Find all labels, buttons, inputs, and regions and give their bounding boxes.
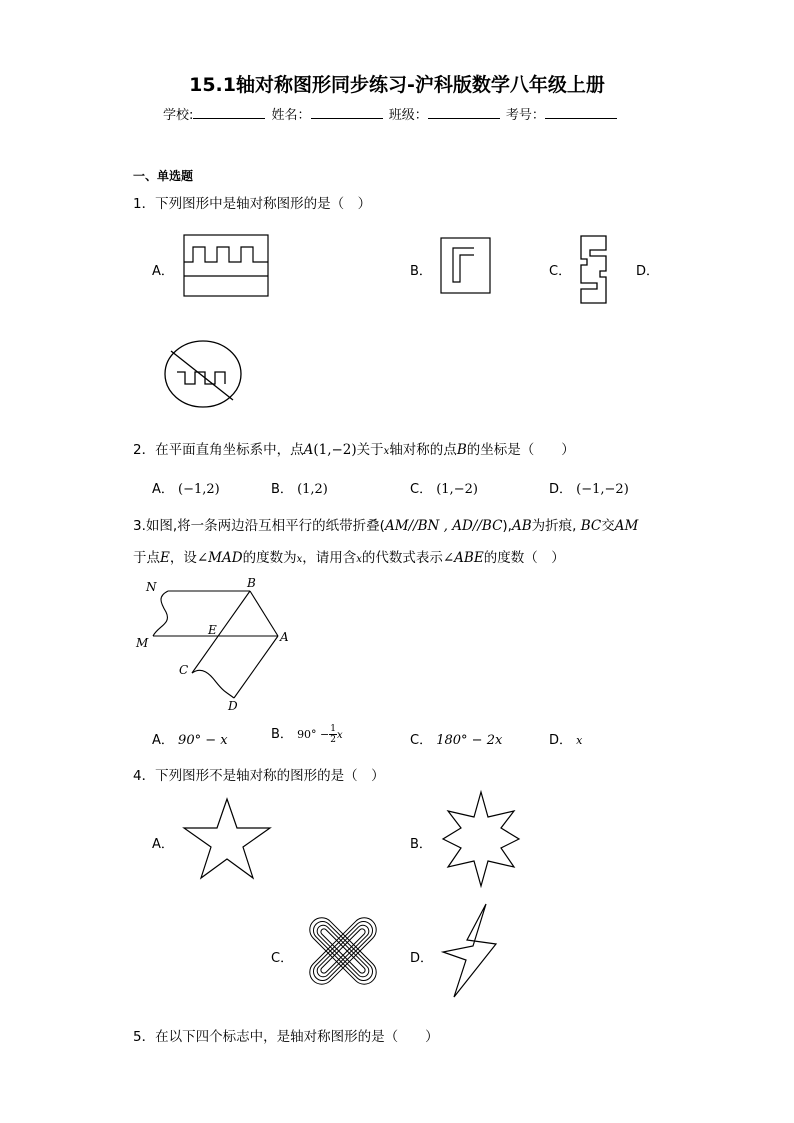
q3-option-b-value-pre: 90° −	[297, 728, 330, 741]
q3-option-d-value: x	[576, 734, 583, 747]
q2-option-a[interactable]	[152, 478, 220, 497]
q1-figure-d	[163, 338, 243, 410]
q2-stem-part2: 关于	[356, 442, 384, 458]
q2-stem	[133, 438, 575, 458]
q3-text-1: 3.如图,将一条两边沿互相平行的纸带折叠(	[133, 518, 385, 534]
q3-x2: x	[356, 554, 362, 565]
q1-figure-c	[578, 235, 610, 305]
class-label: 班级：	[388, 108, 428, 123]
class-blank[interactable]	[428, 107, 500, 119]
name-label: 姓名：	[271, 108, 311, 123]
q3-label-e: E	[208, 623, 217, 637]
q1-figure-a	[183, 234, 269, 298]
q3-option-b-frac-den: 2	[330, 735, 337, 745]
q4-figure-a-star	[182, 797, 272, 881]
q3-option-a[interactable]	[152, 729, 228, 748]
q3-option-b-frac-num: 1	[330, 724, 337, 734]
q3-option-d[interactable]	[549, 729, 582, 748]
page-title: 15.1轴对称图形同步练习-沪科版数学八年级上册	[189, 74, 605, 96]
q3-option-a-value: 90° − x	[178, 733, 228, 748]
name-blank[interactable]	[311, 107, 383, 119]
q1-figure-b	[440, 237, 492, 295]
q2-stem-part4: 的坐标是（ ）	[466, 442, 575, 458]
q2-option-b-value: (1,2)	[297, 482, 328, 497]
q2-option-c[interactable]	[410, 478, 478, 497]
q3-bc: BC	[580, 518, 602, 534]
q2-point-a: A	[303, 442, 314, 458]
q2-option-b[interactable]	[271, 478, 328, 497]
q3-option-c-value: 180° − 2x	[436, 733, 503, 748]
q3-text-6: ，设	[169, 550, 197, 566]
q3-text-5: 于点	[133, 550, 160, 566]
q3-label-m: M	[136, 636, 149, 650]
q3-x1: x	[296, 554, 303, 565]
q3-stem-line1	[133, 514, 638, 534]
q3-stem-line2	[133, 546, 565, 566]
q3-text-8: ，请用含	[302, 550, 357, 566]
q2-option-d-label: D．	[549, 482, 573, 497]
q3-option-c[interactable]	[410, 729, 502, 748]
exam-no-blank[interactable]	[545, 107, 617, 119]
q2-option-c-label: C．	[410, 482, 433, 497]
q1-option-a-label: A．	[152, 264, 174, 279]
q4-stem: 4．下列图形不是轴对称的图形的是（ ）	[133, 768, 385, 784]
q2-option-c-value: (1,−2)	[436, 482, 478, 497]
q2-coord-a: (1,−2)	[313, 442, 357, 458]
q3-fold-figure	[130, 574, 300, 714]
q2-option-a-value: (−1,2)	[178, 482, 220, 497]
q3-text-2: ),	[502, 518, 512, 534]
q4-figure-d-lightning	[441, 902, 501, 1000]
school-blank[interactable]	[193, 107, 265, 119]
q3-option-b[interactable]	[271, 723, 343, 745]
q3-text-7: 的度数为	[242, 550, 297, 566]
q3-angle-mad: ∠MAD	[196, 550, 243, 566]
q3-text-10: 的度数（ ）	[483, 550, 565, 566]
q5-stem: 5．在以下四个标志中，是轴对称图形的是（ ）	[133, 1029, 439, 1045]
q3-angle-abe: ∠ABE	[442, 550, 484, 566]
q2-option-d[interactable]	[549, 478, 629, 497]
q3-label-c: C	[179, 663, 189, 677]
q3-option-a-label: A．	[152, 733, 174, 748]
q1-option-b-label: B．	[410, 264, 432, 279]
q3-label-a: A	[280, 630, 289, 644]
q1-stem: 1．下列图形中是轴对称图形的是（ ）	[133, 196, 372, 212]
q4-figure-c-crossed-loops	[297, 908, 389, 994]
q3-label-d: D	[228, 699, 238, 713]
q4-option-d-label: D．	[410, 951, 434, 966]
q2-option-d-value: (−1,−2)	[576, 482, 629, 497]
q3-label-b: B	[247, 576, 256, 590]
q2-option-b-label: B．	[271, 482, 293, 497]
q2-option-a-label: A．	[152, 482, 174, 497]
q1-option-c-label: C．	[549, 264, 572, 279]
q3-condition: AM//BN , AD//BC	[384, 518, 503, 534]
school-label: 学校:	[163, 108, 194, 123]
q2-point-b: B	[456, 442, 467, 458]
student-info-line	[163, 104, 619, 123]
q4-option-c-label: C．	[271, 951, 294, 966]
exam-no-label: 考号：	[505, 108, 545, 123]
q3-e: E	[160, 550, 170, 566]
q3-option-b-label: B．	[271, 727, 293, 742]
q4-option-a-label: A．	[152, 837, 174, 852]
q4-option-b-label: B．	[410, 837, 432, 852]
q3-label-n: N	[146, 580, 157, 594]
q3-text-9: 的代数式表示	[361, 550, 443, 566]
q3-am: AM	[614, 518, 639, 534]
q3-option-c-label: C．	[410, 733, 433, 748]
q3-option-b-fraction	[329, 724, 337, 745]
q3-text-3: 为折痕,	[531, 518, 577, 534]
q3-text-4: 交	[601, 518, 615, 534]
q3-option-b-value-post: x	[337, 730, 343, 741]
q4-figure-b-eight-point-star	[441, 790, 521, 888]
section-heading: 一、单选题	[133, 169, 194, 183]
q3-option-d-label: D．	[549, 733, 573, 748]
q2-axis: x	[383, 446, 390, 457]
q3-crease: AB	[511, 518, 532, 534]
q2-stem-part3: 轴对称的点	[389, 442, 457, 458]
q2-stem-part1: 2．在平面直角坐标系中，点	[133, 442, 304, 458]
q1-option-d-label: D．	[636, 264, 660, 279]
